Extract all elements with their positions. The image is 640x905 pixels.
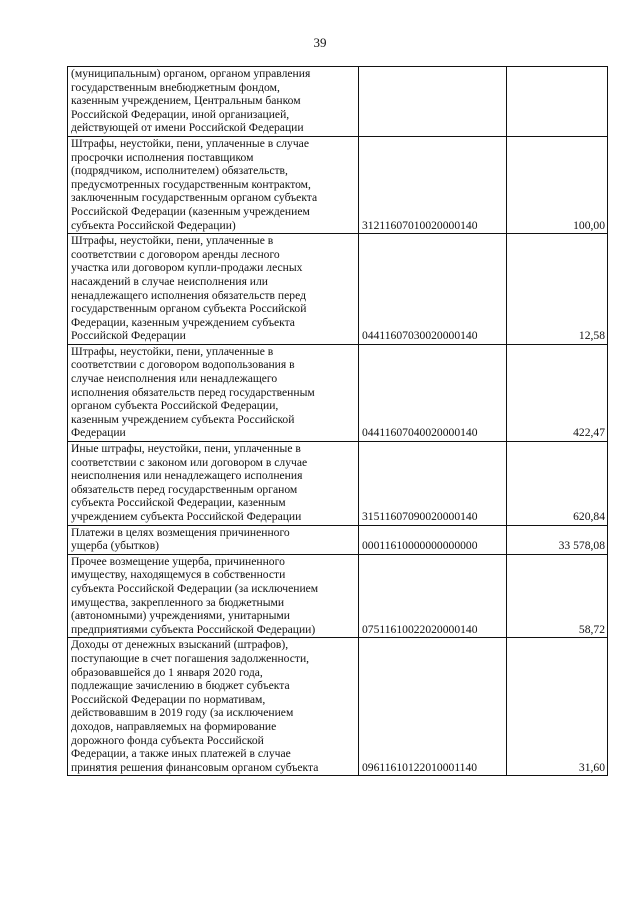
amount-value	[507, 67, 608, 137]
income-description: Платежи в целях возмещения причиненного ущерба (убытков)	[68, 525, 359, 554]
table-row	[68, 234, 608, 345]
income-description: Иные штрафы, неустойки, пени, уплаченные в соответствии с законом или договором в случае неисполнения или ненадлежащего исполнения обязательств перед государственным органом субъекта Российской Федерации, казенным учреждением субъекта Российской Федерации	[68, 442, 359, 526]
page-number: 39	[313, 35, 327, 50]
table-row	[68, 525, 608, 554]
budget-code: 07511610022020000140	[359, 554, 507, 638]
budget-code: 09611610122010001140	[359, 638, 507, 776]
amount-value: 33 578,08	[507, 525, 608, 554]
table-row	[68, 638, 608, 776]
table-row	[68, 344, 608, 441]
amount-value: 31,60	[507, 638, 608, 776]
amount-value: 100,00	[507, 136, 608, 233]
amount-value: 58,72	[507, 554, 608, 638]
income-description: Штрафы, неустойки, пени, уплаченные в соответствии с договором аренды лесного участка или договором купли-продажи лесных насаждений в случае неисполнения или ненадлежащего исполнения обязательств перед государственным органом субъекта Российской Федерации, казенным учреждением субъекта Российской Федерации	[68, 234, 359, 345]
income-description: Прочее возмещение ущерба, причиненного имуществу, находящемуся в собственности субъекта Российской Федерации (за исключением имущества, закрепленного за бюджетными (автономными) учреждениями, унитарными предприятиями субъекта Российской Федерации)	[68, 554, 359, 638]
table-row	[68, 136, 608, 233]
budget-code: 00011610000000000000	[359, 525, 507, 554]
income-description: Штрафы, неустойки, пени, уплаченные в случае просрочки исполнения поставщиком (подрядчиком, исполнителем) обязательств, предусмотренных государственным контрактом, заключенным государственным органом субъекта Российской Федерации (казенным учреждением субъекта Российской Федерации)	[68, 136, 359, 233]
table-row	[68, 67, 608, 137]
amount-value: 620,84	[507, 442, 608, 526]
budget-code: 31211607010020000140	[359, 136, 507, 233]
amount-value: 12,58	[507, 234, 608, 345]
income-description: (муниципальным) органом, органом управления государственным внебюджетным фондом, казенным учреждением, Центральным банком Российской Федерации, иной организацией, действующей от имени Российской Федерации	[68, 67, 359, 137]
amount-value: 422,47	[507, 344, 608, 441]
budget-code: 04411607030020000140	[359, 234, 507, 345]
table-row	[68, 554, 608, 638]
budget-code	[359, 67, 507, 137]
income-description: Доходы от денежных взысканий (штрафов), поступающие в счет погашения задолженности, образовавшейся до 1 января 2020 года, подлежащие зачислению в бюджет субъекта Российской Федерации по нормативам, действовавшим в 2019 году (за исключением доходов, направляемых на формирование дорожного фонда субъекта Российской Федерации, а также иных платежей в случае принятия решения финансовым органом субъекта	[68, 638, 359, 776]
budget-code: 04411607040020000140	[359, 344, 507, 441]
income-description: Штрафы, неустойки, пени, уплаченные в соответствии с договором водопользования в случае неисполнения или ненадлежащего исполнения обязательств перед государственным органом субъекта Российской Федерации, казенным учреждением субъекта Российской Федерации	[68, 344, 359, 441]
revenue-table	[67, 66, 608, 776]
table-row	[68, 442, 608, 526]
budget-code: 31511607090020000140	[359, 442, 507, 526]
